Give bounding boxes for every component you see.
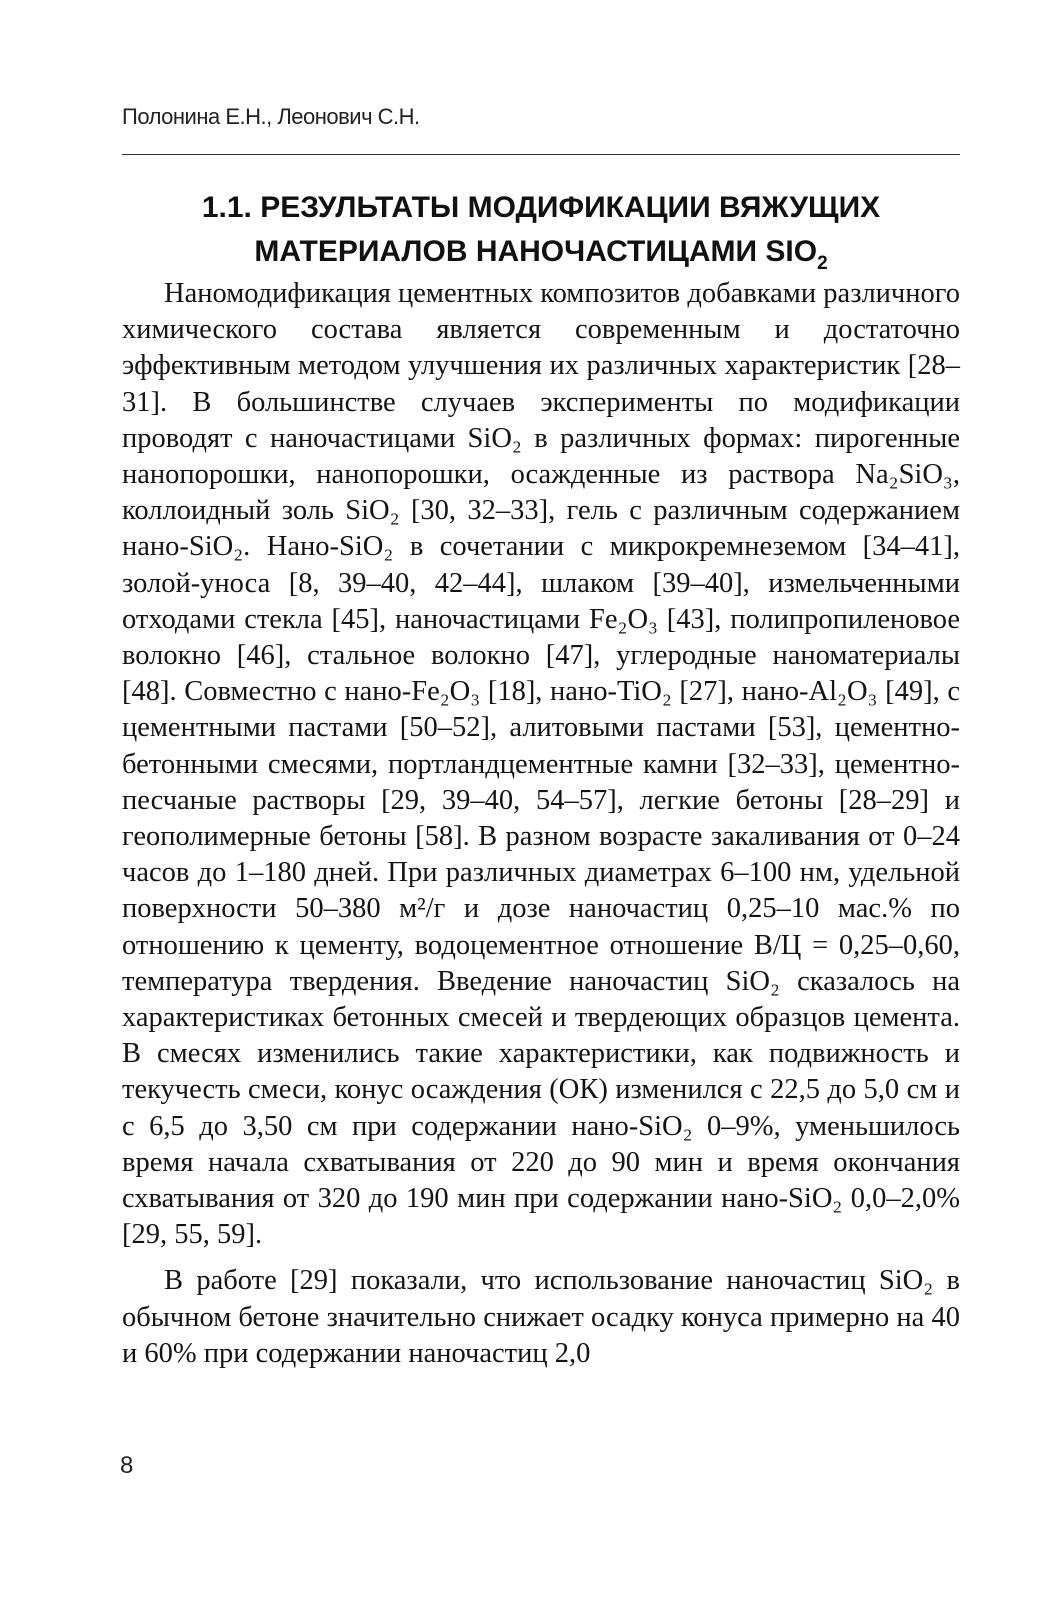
header-rule — [122, 154, 960, 155]
section-title-subscript: 2 — [817, 253, 828, 274]
paragraph-2: В работе [29] показали, что использование наночастиц SiO₂ в обычном бетоне значительно снижает осадку конуса примерно на 40 и 60% при содержании наночастиц 2,0 — [122, 1265, 960, 1369]
section-title — [122, 186, 960, 274]
section-title-line-2-text: МАТЕРИАЛОВ НАНОЧАСТИЦАМИ SIO — [254, 235, 818, 268]
section-title-line-2 — [122, 230, 960, 274]
page-number: 8 — [120, 1452, 134, 1479]
paragraph-1: Наномодификация цементных композитов добавками различного химического состава является современным и достаточно эффективным методом улучшения их различных характеристик [28–31]. В большинстве случаев эксперименты по модификации проводят с наночастицами SiO₂ в различных формах: пирогенные нанопорошки, нанопорошки, осажденные из раствора Na₂SiO₃, коллоидный золь SiO₂ [30, 32–33], гель с различным содержанием нано-SiO₂. Нано-SiO₂ в сочетании с микрокремнеземом [34–41], золой-уноса [8, 39–40, 42–44], шлаком [39–40], измельченными отходами стекла [45], наночастицами Fe₂O₃ [43], полипропиленовое волокно [46], стальное волокно [47], углеродные наноматериалы [48]. Совместно с нано-Fe₂O₃ [18], нано-TiO₂ [27], нано-Al₂O₃ [49], с цементными пастами [50–52], алитовыми пастами [53], цементно-бетонными смесями, портландцементные камни [32–33], цементно-песчаные растворы [29, 39–40, 54–57], легкие бетоны [28–29] и геополимерные бетоны [58]. В разном возрасте закаливания от 0–24 часов до 1–180 дней. При различных диаметрах 6–100 нм, удельной поверхности 50–380 м²/г и дозе наночастиц 0,25–10 мас.% по отношению к цементу, водоцементное отношение В/Ц = 0,25–0,60, температура твердения. Введение наночастиц SiO₂ сказалось на характеристиках бетонных смесей и твердеющих образцов цемента. В смесях изменились такие характеристики, как подвижность и текучесть смеси, конус осаждения (ОК) изменился с 22,5 до 5,0 см и с 6,5 до 3,50 см при содержании нано-SiO₂ 0–9%, уменьшилось время начала схватывания от 220 до 90 мин и время окончания схватывания от 320 до 190 мин при содержании нано-SiO₂ 0,0–2,0% [29, 55, 59]. — [122, 278, 960, 1251]
body-text — [122, 276, 960, 1372]
running-head-authors: Полонина Е.Н., Леонович С.Н. — [122, 104, 420, 129]
section-title-line-1: 1.1. РЕЗУЛЬТАТЫ МОДИФИКАЦИИ ВЯЖУЩИХ — [201, 191, 881, 224]
